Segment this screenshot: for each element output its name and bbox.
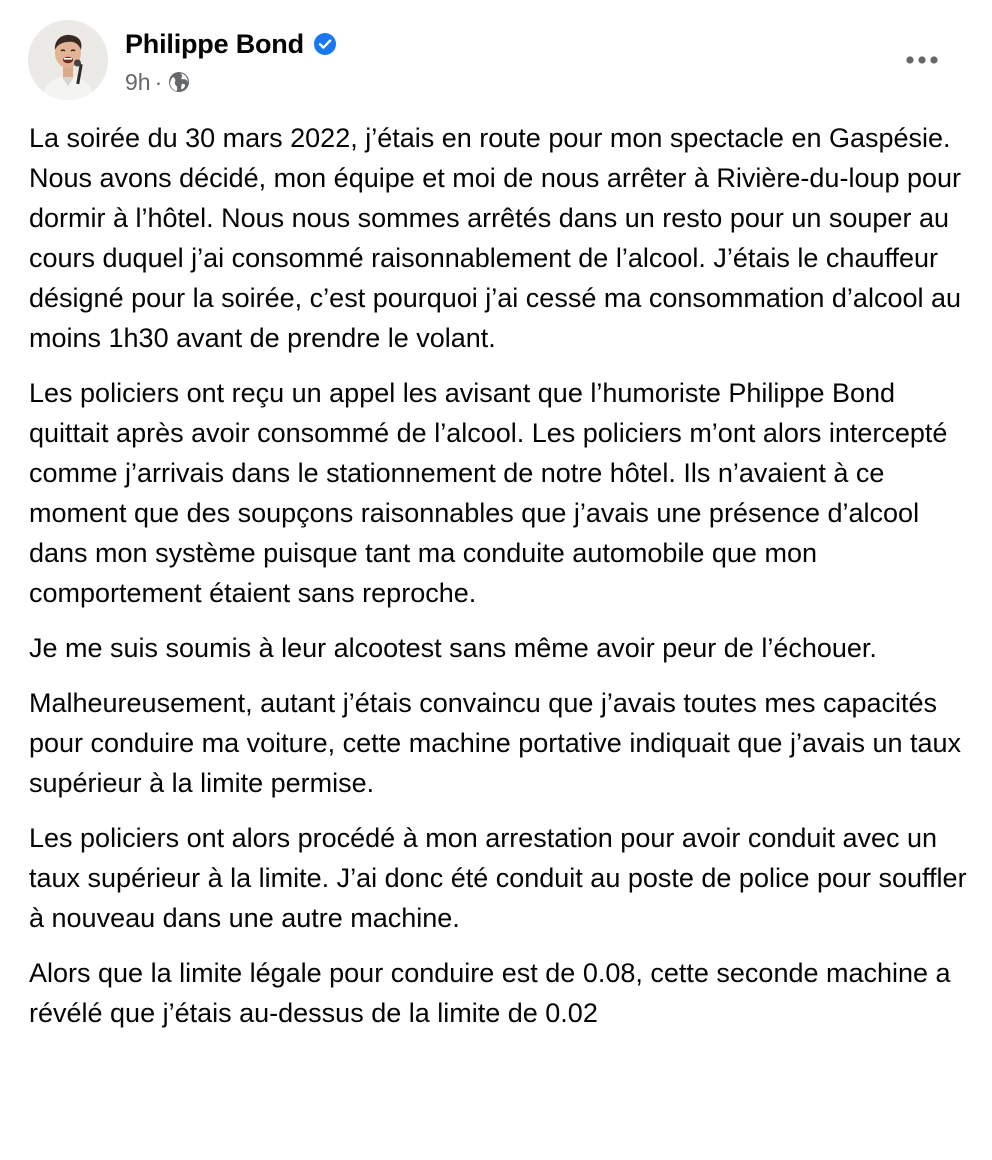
post-paragraph: Malheureusement, autant j’étais convaincu que j’avais toutes mes capacités pour conduire ma voiture, cette machine portative indiquait que j’avais un taux supérieur à la limite permise. xyxy=(29,688,962,798)
author-name[interactable]: Philippe Bond xyxy=(125,28,304,59)
post-paragraph: Je me suis soumis à leur alcootest sans même avoir peur de l’échouer. xyxy=(29,633,877,663)
post-meta xyxy=(125,66,337,98)
post-paragraph: Les policiers ont reçu un appel les avisant que l’humoriste Philippe Bond quittait après avoir consommé de l’alcool. Les policiers m’ont alors intercepté comme j’arrivais dans le stationnement de notre hôtel. Ils n’avaient à ce moment que des soupçons raisonnables que j’avais une présence d’alcool dans mon système puisque tant ma conduite automobile que mon comportement étaient sans reproche. xyxy=(29,378,948,608)
post-paragraph: La soirée du 30 mars 2022, j’étais en route pour mon spectacle en Gaspésie. Nous avons décidé, mon équipe et moi de nous arrêter à Rivière-du-loup pour dormir à l’hôtel. Nous nous sommes arrêtés dans un resto pour un souper au cours duquel j’ai consommé raisonnablement de l’alcool. J’étais le chauffeur désigné pour la soirée, c’est pourquoi j’ai cessé ma consommation d’alcool au moins 1h30 avant de prendre le volant. xyxy=(29,123,962,353)
more-options-icon xyxy=(905,55,939,65)
more-options-button[interactable] xyxy=(900,42,944,78)
author-block xyxy=(125,26,337,98)
post-paragraph: Les policiers ont alors procédé à mon arrestation pour avoir conduit avec un taux supérieur à la limite. J’ai donc été conduit au poste de police pour souffler à nouveau dans une autre machine. xyxy=(29,823,967,933)
author-avatar[interactable] xyxy=(28,20,108,100)
verified-badge-icon xyxy=(313,32,337,56)
post-text xyxy=(29,118,969,1048)
post-header xyxy=(28,20,968,104)
author-row xyxy=(125,26,337,62)
post-timestamp[interactable]: 9h xyxy=(125,68,151,95)
globe-icon[interactable] xyxy=(168,71,190,93)
avatar-photo xyxy=(28,20,108,100)
post-paragraph: Alors que la limite légale pour conduire est de 0.08, cette seconde machine a révélé que j’étais au-dessus de la limite de 0.02 xyxy=(29,958,951,1028)
meta-separator: · xyxy=(154,68,163,95)
